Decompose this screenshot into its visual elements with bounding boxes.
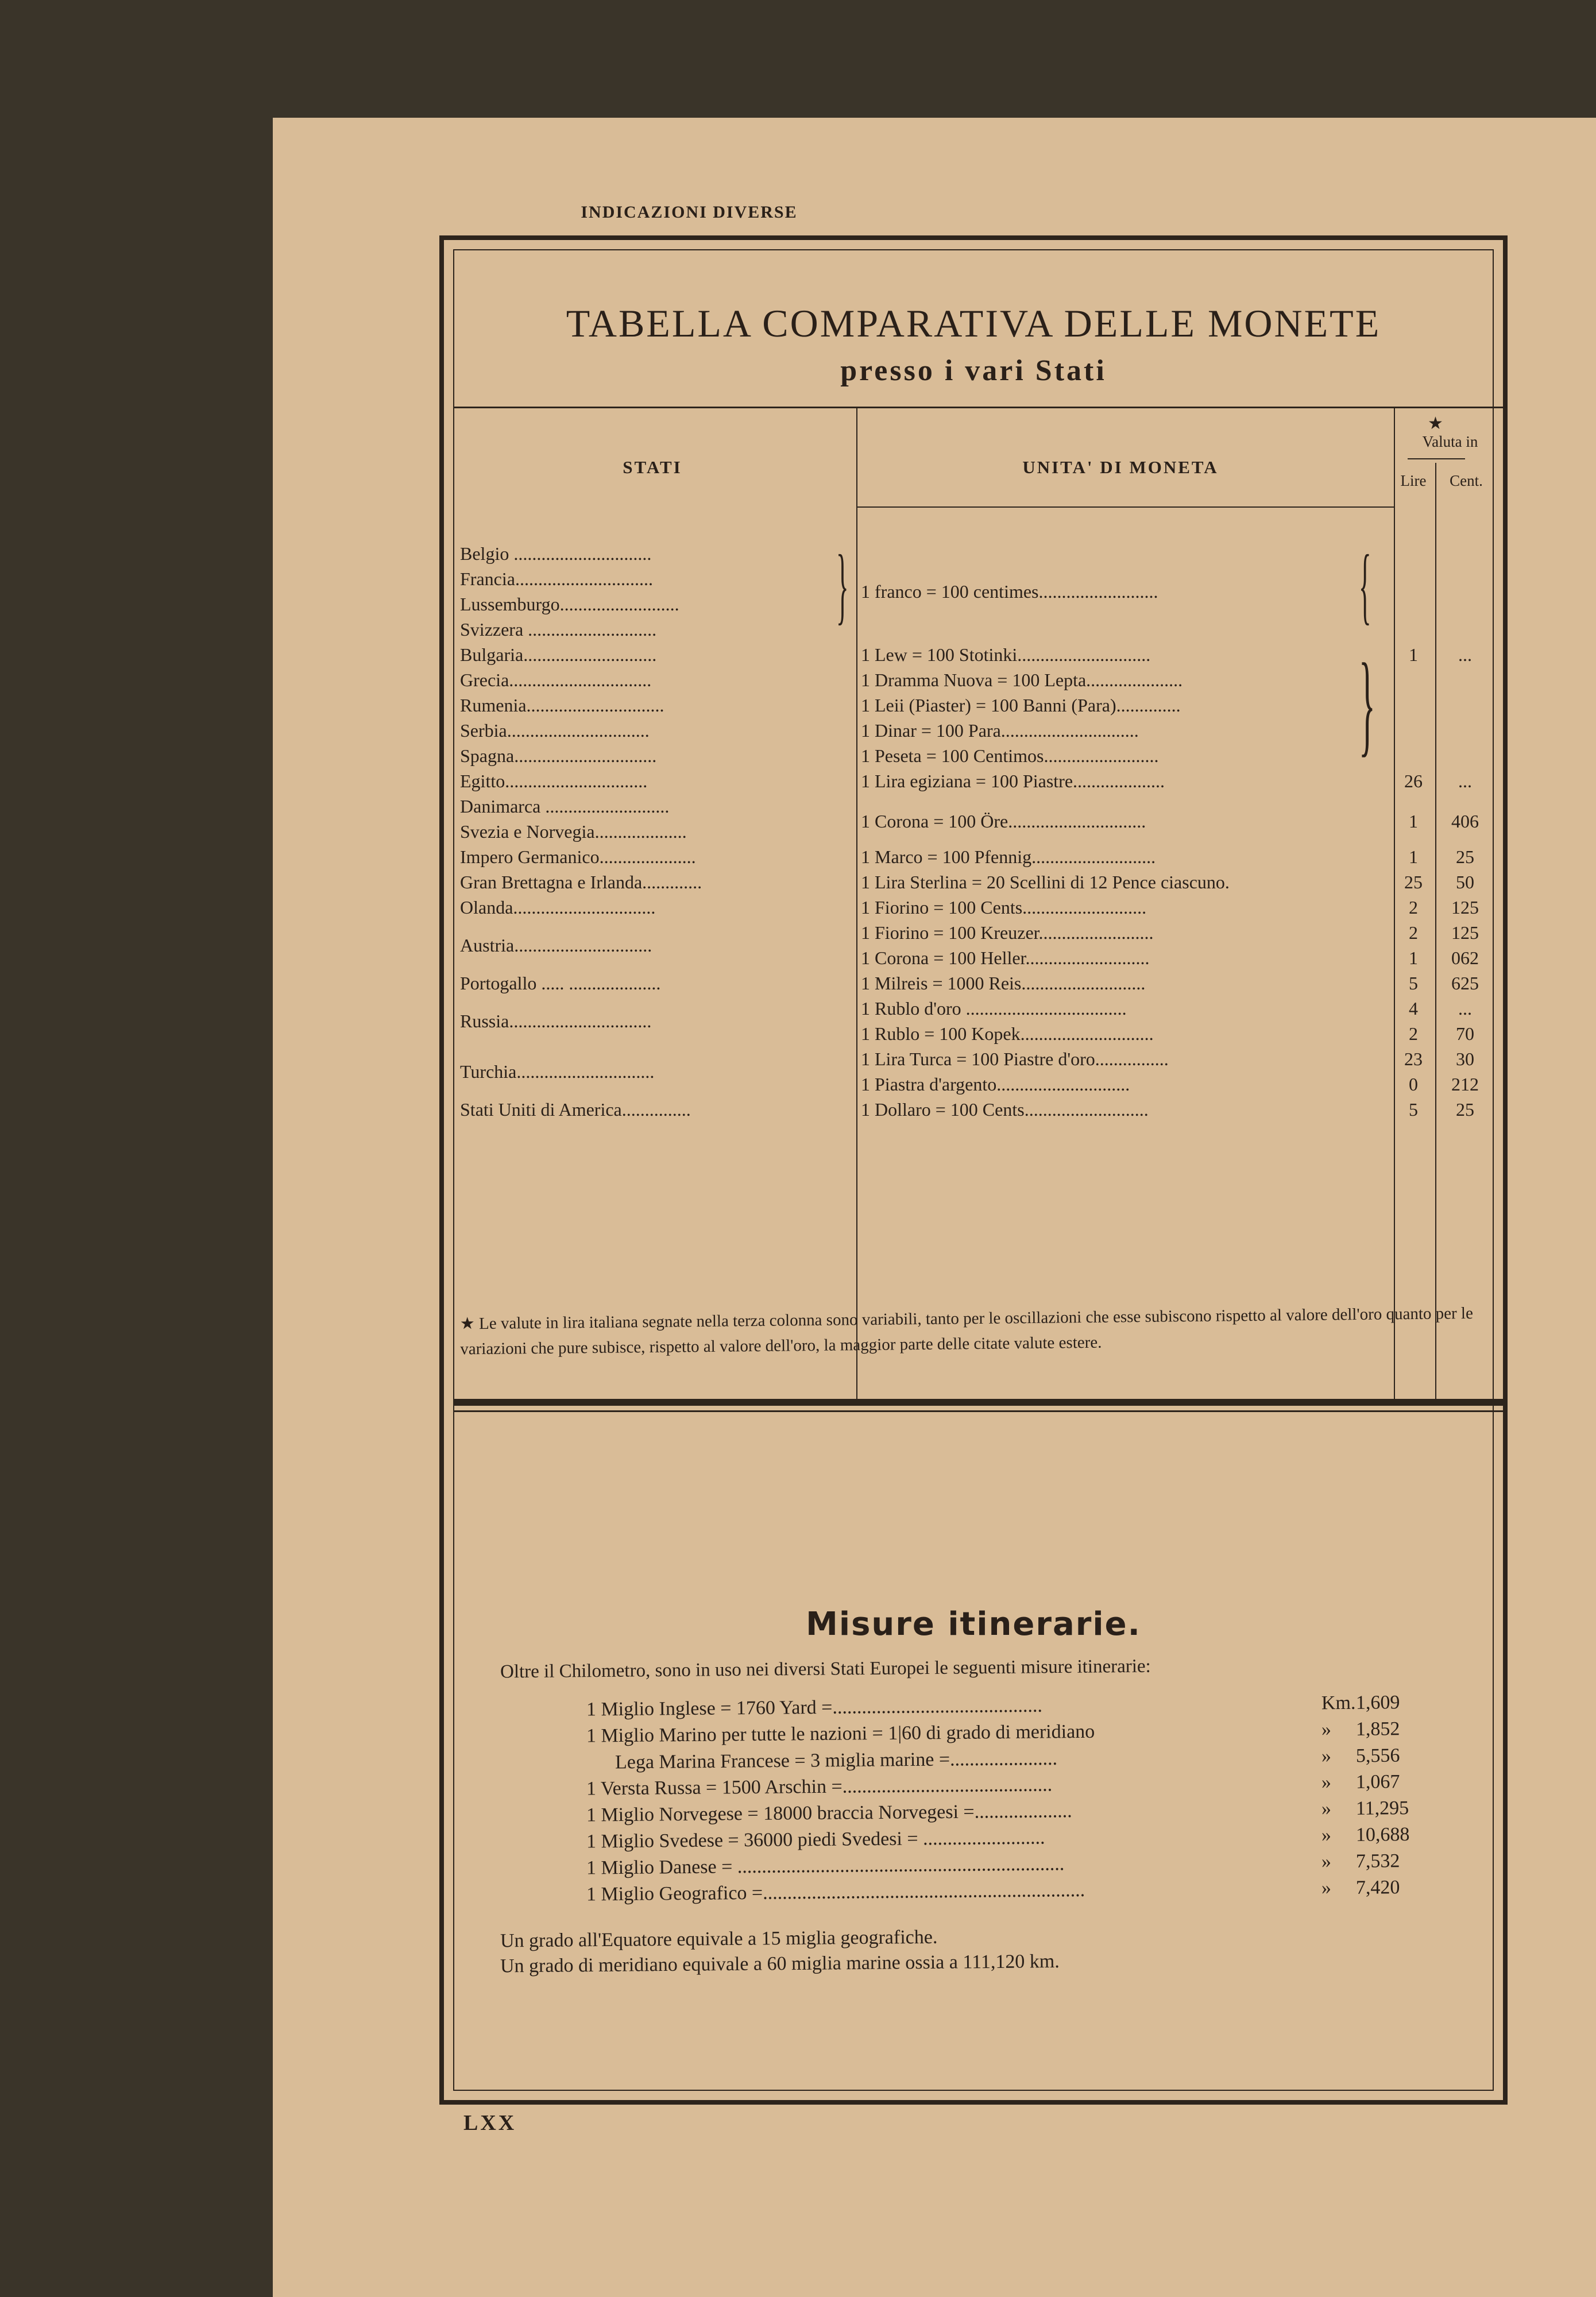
list-item: 1 Versta Russa = 1500 Arschin =........................................... » 1,067	[586, 1771, 1400, 1800]
table-row: Gran Brettagna e Irlanda............. 1 Lira Sterlina = 20 Scellini di 12 Pence ciascuno. 25 50	[460, 872, 1474, 892]
table-row: 1 Rublo d'oro ................................... 4 ...	[861, 998, 1472, 1019]
table-title: TABELLA COMPARATIVA DELLE MONETE	[566, 301, 1381, 345]
misure-note: Un grado di meridiano equivale a 60 miglia marine ossia a 111,120 km.	[500, 1951, 1060, 1977]
list-item: 1 Miglio Marino per tutte le nazioni = 1|60 di grado di meridiano » 1,852	[586, 1718, 1400, 1747]
star-icon: ★	[1428, 414, 1443, 433]
brace-decoration: {	[1359, 537, 1371, 633]
table-subtitle: presso i vari Stati	[840, 354, 1107, 387]
table-row: Francia..............................	[460, 569, 653, 589]
brace-decoration: }	[836, 537, 849, 633]
misure-note: Un grado all'Equatore equivale a 15 miglia geografiche.	[500, 1926, 938, 1952]
list-item: 1 Miglio Danese = ................................................................... » 7,532	[586, 1850, 1400, 1879]
table-row: Egitto............................... 1 Lira egiziana = 100 Piastre.................... 26 ...	[460, 771, 1472, 791]
running-head: INDICAZIONI DIVERSE	[581, 203, 798, 222]
list-item: 1 Miglio Svedese = 36000 piedi Svedesi = ......................... » 10,688	[586, 1824, 1410, 1853]
list-item: Lega Marina Francese = 3 miglia marine =...................... » 5,556	[615, 1745, 1400, 1773]
table-row: Spagna............................... 1 Peseta = 100 Centimos.........................	[460, 745, 1159, 766]
col-head-cent: Cent.	[1450, 472, 1483, 489]
col-head-valuta: Valuta in	[1422, 433, 1478, 450]
table-row: Grecia............................... 1 Dramma Nuova = 100 Lepta.....................	[460, 670, 1183, 690]
thick-rule	[454, 1400, 1504, 1406]
col-head-stati: STATI	[623, 457, 682, 477]
table-row: 1 Fiorino = 100 Kreuzer......................... 2 125	[861, 922, 1479, 943]
table-row: Rumenia.............................. 1 Leii (Piaster) = 100 Banni (Para)..............	[460, 695, 1181, 716]
table-row: Stati Uniti di America............... 1 Dollaro = 100 Cents........................... 5 25	[460, 1099, 1474, 1120]
brace-decoration: }	[1359, 640, 1375, 767]
misure-title: Misure itinerarie.	[806, 1606, 1141, 1643]
misure-intro: Oltre il Chilometro, sono in uso nei diversi Stati Europei le seguenti misure itinerarie:	[500, 1656, 1151, 1683]
table-row: Austria.............................. 1 Corona = 100 Heller........................... 1 062	[460, 935, 1479, 968]
page-number: LXX	[463, 2111, 517, 2135]
table-row: Lussemburgo.......................... 1 franco = 100 centimes..........................	[460, 581, 1158, 614]
table-row: Danimarca ...........................	[460, 796, 670, 817]
book-page	[273, 118, 1596, 2297]
header-top-rule	[454, 407, 1504, 408]
unit-head-rule	[856, 506, 1394, 508]
table-row: Svizzera ............................	[460, 619, 657, 640]
col-head-unita: UNITA' DI MONETA	[1022, 457, 1219, 477]
table-frame-inner	[453, 249, 1494, 2091]
list-item: 1 Miglio Geografico =.................................................................. » 7,420	[586, 1877, 1400, 1905]
list-item: 1 Miglio Norvegese = 18000 braccia Norvegesi =.................... » 11,295	[586, 1797, 1409, 1826]
table-row: Svezia e Norvegia.................... 1 Corona = 100 Öre.............................. 1 406	[460, 811, 1479, 842]
table-row: Portogallo ..... .................... 1 Milreis = 1000 Reis........................... 5 625	[460, 973, 1479, 993]
valuta-rule	[1408, 458, 1465, 459]
table-row: Serbia............................... 1 Dinar = 100 Para..............................	[460, 720, 1139, 741]
table-row: Olanda............................... 1 Fiorino = 100 Cents........................... 2 125	[460, 897, 1479, 918]
list-item: 1 Miglio Inglese = 1760 Yard =........................................... Km. 1,609	[586, 1692, 1400, 1720]
table-frame	[439, 235, 1508, 2105]
footnote: ★ Le valute in lira italiana segnate nella terza colonna sono variabili, tanto per le oscillazioni che esse subiscono rispetto al valore dell'oro quanto per le variazioni che pure subisce, rispetto al valore dell'oro, la maggior parte delle citate valute estere.	[459, 1304, 1474, 1359]
table-row: Belgio ..............................	[460, 543, 652, 564]
double-rule	[454, 1410, 1504, 1412]
col-head-lire: Lire	[1400, 472, 1427, 489]
table-row: Russia............................... 1 Rublo = 100 Kopek............................. 2 70	[460, 1011, 1474, 1044]
table-row: Bulgaria............................. 1 Lew = 100 Stotinki............................. 1 ...	[460, 644, 1472, 665]
table-row: Turchia.............................. 1 Piastra d'argento............................. 0 212	[460, 1061, 1479, 1095]
table-row: Impero Germanico..................... 1 Marco = 100 Pfennig........................... 1 25	[460, 846, 1474, 867]
table-row: 1 Lira Turca = 100 Piastre d'oro................ 23 30	[861, 1049, 1474, 1069]
